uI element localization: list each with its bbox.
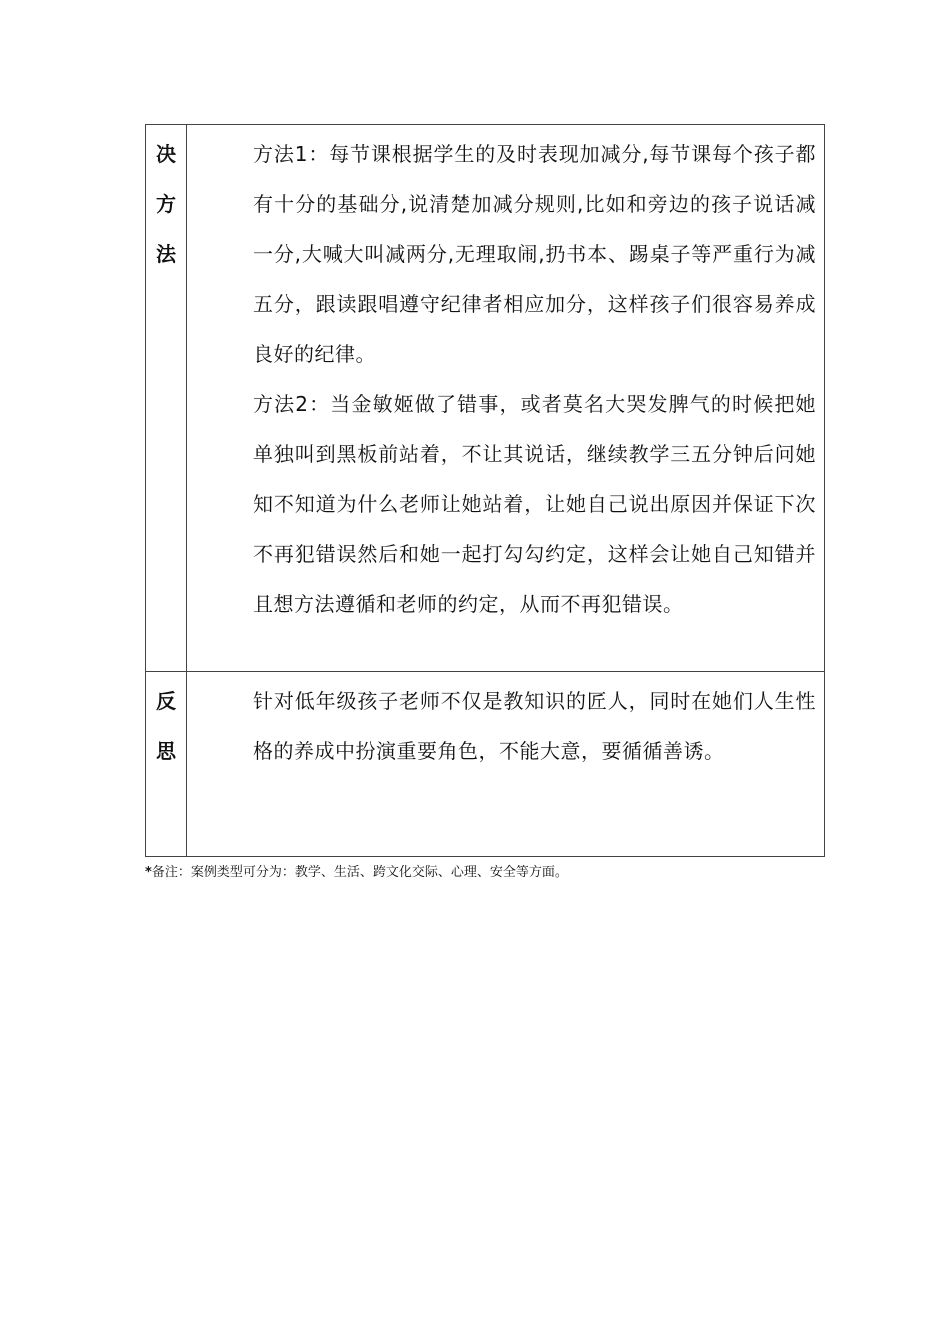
label-char: 法 <box>156 242 176 266</box>
row-content-cell <box>187 125 825 672</box>
label-char: 反 <box>156 689 176 713</box>
label-char: 方 <box>156 192 176 216</box>
row-label-cell <box>146 125 187 672</box>
row-label <box>146 672 186 776</box>
row-content-cell <box>187 672 825 857</box>
footnote-star: * <box>145 865 152 880</box>
reflection-paragraph: 针对低年级孩子老师不仅是教知识的匠人，同时在她们人生性格的养成中扮演重要角色，不能大意，要循循善诱。 <box>253 689 816 763</box>
table-row-reflection <box>146 672 825 857</box>
label-char: 决 <box>156 142 176 166</box>
table-row-method <box>146 125 825 672</box>
footnote <box>145 864 568 882</box>
method-2-paragraph: 方法2：当金敏姬做了错事，或者莫名大哭发脾气的时候把她单独叫到黑板前站着，不让其说话，继续教学三五分钟后问她知不知道为什么老师让她站着，让她自己说出原因并保证下次不再犯错误然后和她一起打勾勾约定，这样会让她自己知错并且想方法遵循和老师的约定，从而不再犯错误。 <box>253 392 816 616</box>
method-1-paragraph: 方法1：每节课根据学生的及时表现加减分,每节课每个孩子都有十分的基础分,说清楚加减分规则,比如和旁边的孩子说话减一分,大喊大叫减两分,无理取闹,扔书本、踢桌子等严重行为减五分，跟读跟唱遵守纪律者相应加分，这样孩子们很容易养成良好的纪律。 <box>253 142 816 366</box>
case-table <box>145 124 825 857</box>
footnote-text: 备注：案例类型可分为：教学、生活、跨文化交际、心理、安全等方面。 <box>151 865 568 880</box>
row-label <box>146 125 186 279</box>
label-char: 思 <box>156 739 176 763</box>
row-label-cell <box>146 672 187 857</box>
